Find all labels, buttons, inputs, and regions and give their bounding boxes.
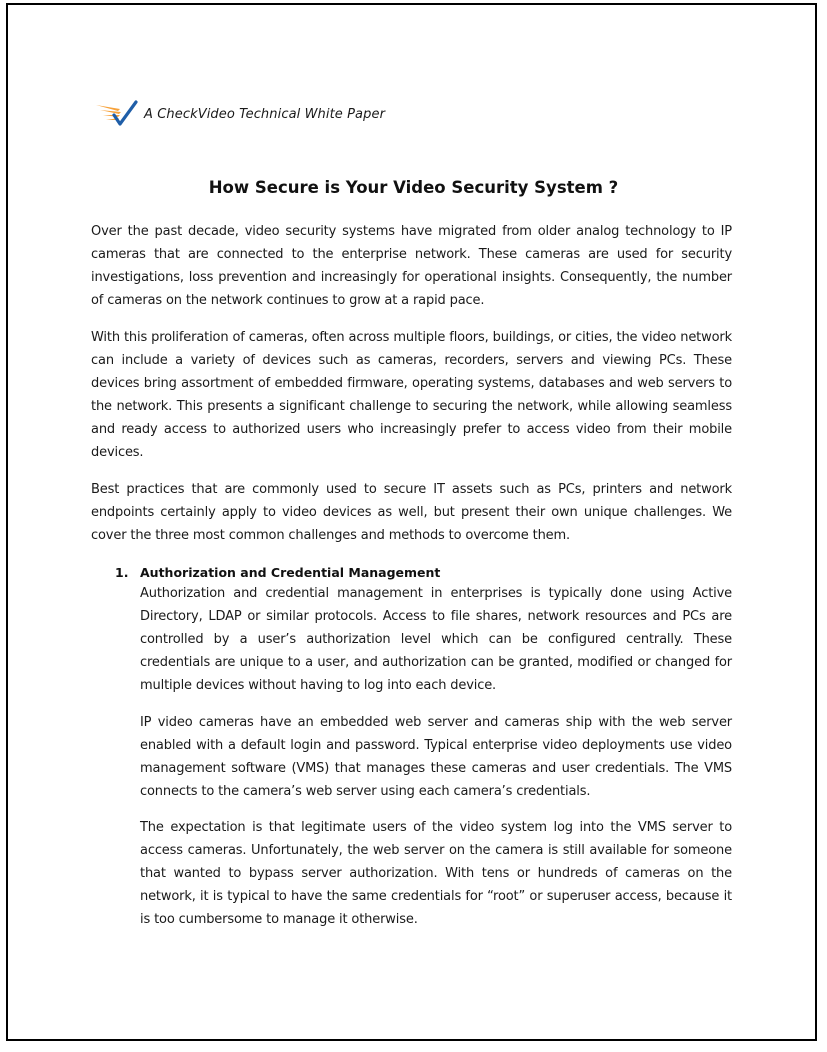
list-item-heading bbox=[91, 561, 732, 584]
document-title: How Secure is Your Video Security System ? bbox=[208, 178, 619, 197]
header-title: A CheckVideo Technical White Paper bbox=[144, 106, 386, 122]
list-item-number: 1. bbox=[115, 565, 129, 580]
list-item-title: Authorization and Credential Management bbox=[140, 565, 441, 580]
document-header bbox=[94, 99, 385, 129]
paragraph-proliferation: With this proliferation of cameras, often across multiple floors, buildings, or cities, the video network can include a variety of devices such as cameras, recorders, servers and viewing PCs. These devices bring assortment of embedded firmware, operating systems, databases and web servers to the network. This presents a significant challenge to securing the network, while allowing seamless and ready access to authorized users who increasingly prefer to access video from their mobile devices. bbox=[91, 330, 732, 460]
paragraph-intro: Over the past decade, video security systems have migrated from older analog technology to IP cameras that are connected to the enterprise network. These cameras are used for security investigations, loss prevention and increasingly for operational insights. Consequently, the number of cameras on the network continues to grow at a rapid pace. bbox=[91, 224, 732, 308]
paragraph-best-practices: Best practices that are commonly used to secure IT assets such as PCs, printers and network endpoints certainly apply to video devices as well, but present their own unique challenges. We cover the three most common challenges and methods to overcome them. bbox=[91, 482, 732, 543]
checkvideo-logo-icon bbox=[94, 99, 140, 129]
list-paragraph-credential-management: Authorization and credential management in enterprises is typically done using Active Directory, LDAP or similar protocols. Access to file shares, network resources and PCs are controlled by a user’s authorization level which can be configured centrally. These credentials are unique to a user, and authorization can be granted, modified or changed for multiple devices without having to log into each device. bbox=[140, 586, 732, 693]
list-paragraph-expectation: The expectation is that legitimate users of the video system log into the VMS server to access cameras. Unfortunately, the web server on the camera is still available for someone that wanted to bypass server authorization. With tens or hundreds of cameras on the network, it is typical to have the same credentials for “root” or superuser access, because it is too cumbersome to manage it otherwise. bbox=[140, 820, 732, 927]
list-paragraph-ip-cameras: IP video cameras have an embedded web server and cameras ship with the web server enabled with a default login and password. Typical enterprise video deployments use video management software (VMS) that manages these cameras and user credentials. The VMS connects to the camera’s web server using each camera’s credentials. bbox=[140, 715, 732, 799]
numbered-list bbox=[91, 561, 732, 584]
